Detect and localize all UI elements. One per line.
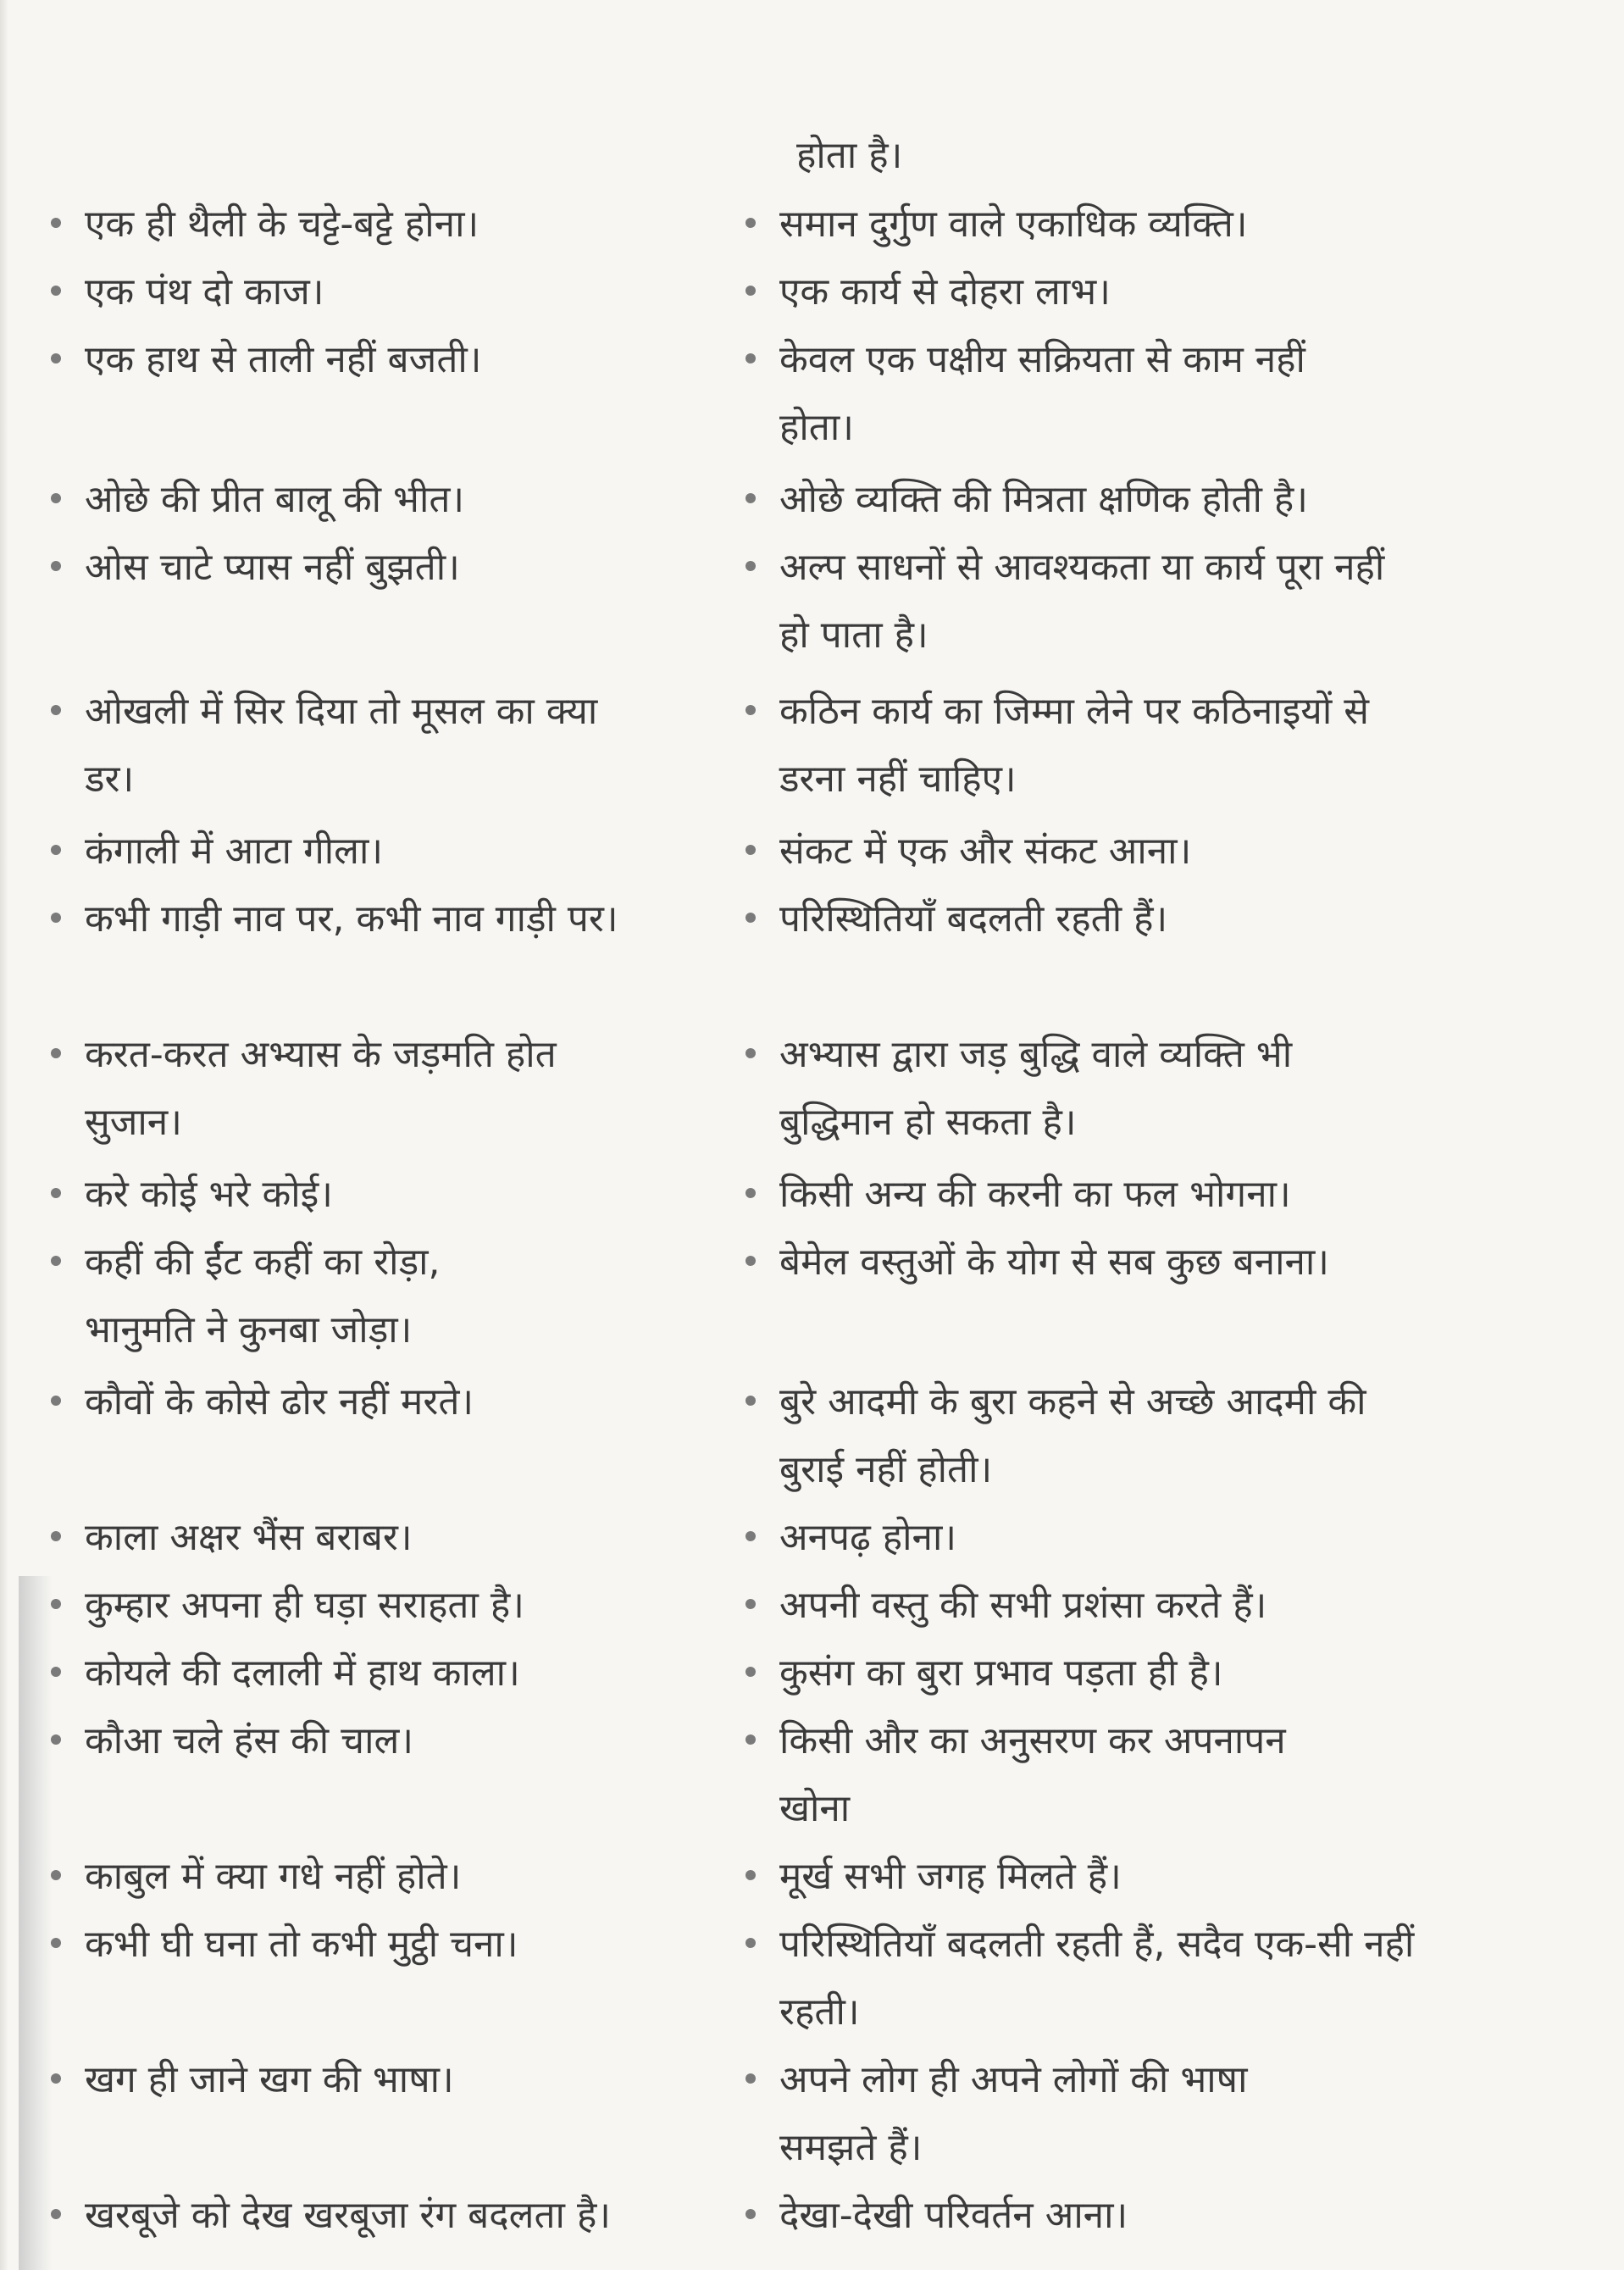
- idiom-cell: [51, 466, 712, 534]
- meaning-text: बेमेल वस्तुओं के योग से सब कुछ बनाना।: [779, 1240, 1329, 1284]
- idiom-text: काबुल में क्या गधे नहीं होते।: [85, 1855, 462, 1898]
- idiom-cell: [51, 2182, 712, 2250]
- idiom-cell: [51, 1572, 712, 1640]
- bullet-icon: [51, 218, 61, 228]
- bullet-icon: [51, 1048, 61, 1058]
- idiom-cell: [51, 885, 661, 953]
- bullet-icon: [745, 493, 756, 503]
- meaning-text: अपने लोग ही अपने लोगों की भाषा समझते हैं।: [779, 2058, 1248, 2169]
- meaning-cell: [745, 678, 1423, 813]
- bullet-icon: [51, 1870, 61, 1880]
- bullet-icon: [51, 913, 61, 923]
- meaning-cell: [745, 1161, 1474, 1229]
- page-edge-shadow: [0, 0, 8, 2270]
- bullet-icon: [745, 286, 756, 296]
- meaning-cell: [745, 534, 1406, 669]
- meaning-text: किसी और का अनुसरण कर अपनापन खोना: [779, 1719, 1286, 1830]
- bullet-icon: [745, 913, 756, 923]
- bullet-icon: [745, 1734, 756, 1745]
- bullet-icon: [51, 705, 61, 715]
- bullet-icon: [51, 1667, 61, 1677]
- meaning-cell: [745, 191, 1474, 258]
- idiom-cell: [51, 1640, 712, 1707]
- idiom-cell: [51, 1368, 712, 1436]
- idiom-text: कोयले की दलाली में हाथ काला।: [85, 1651, 520, 1695]
- idiom-cell: [51, 1843, 712, 1911]
- bullet-icon: [51, 286, 61, 296]
- meaning-text: केवल एक पक्षीय सक्रियता से काम नहीं होता।: [779, 338, 1305, 449]
- meaning-cell: [745, 2046, 1355, 2182]
- bullet-icon: [51, 493, 61, 503]
- idiom-cell: [51, 2046, 712, 2114]
- meaning-text: अल्प साधनों से आवश्यकता या कार्य पूरा नहीं हो पाता है।: [779, 546, 1385, 657]
- bullet-icon: [51, 1599, 61, 1609]
- idiom-text: कहीं की ईंट कहीं का रोड़ा, भानुमति ने कुनबा जोड़ा।: [85, 1240, 441, 1351]
- idiom-cell: [51, 326, 712, 394]
- idiom-cell: [51, 678, 644, 813]
- meaning-text: एक कार्य से दोहरा लाभ।: [779, 270, 1111, 314]
- bullet-icon: [745, 1188, 756, 1198]
- bullet-icon: [745, 1396, 756, 1406]
- idiom-text: कौआ चले हंस की चाल।: [85, 1719, 414, 1762]
- meaning-text: कठिन कार्य का जिम्मा लेने पर कठिनाइयों से डरना नहीं चाहिए।: [779, 690, 1369, 801]
- idiom-text: कौवों के कोसे ढोर नहीं मरते।: [85, 1380, 474, 1424]
- idiom-cell: [51, 534, 712, 602]
- meaning-text: समान दुर्गुण वाले एकाधिक व्यक्ति।: [779, 203, 1248, 246]
- meaning-text: परिस्थितियाँ बदलती रहती हैं, सदैव एक-सी नहीं रहती।: [779, 1923, 1415, 2034]
- bullet-icon: [745, 353, 756, 364]
- idiom-text: कुम्हार अपना ही घड़ा सराहता है।: [85, 1584, 524, 1627]
- idiom-cell: [51, 1911, 712, 1979]
- bullet-icon: [745, 1048, 756, 1058]
- idiom-cell: [51, 818, 712, 885]
- bullet-icon: [745, 1531, 756, 1541]
- meaning-text: अनपढ़ होना।: [779, 1516, 957, 1559]
- meaning-cell: [745, 1504, 1474, 1572]
- bullet-icon: [51, 1256, 61, 1266]
- bullet-icon: [51, 561, 61, 571]
- meaning-text: बुरे आदमी के बुरा कहने से अच्छे आदमी की बुराई नहीं होती।: [779, 1380, 1366, 1491]
- meaning-text: किसी अन्य की करनी का फल भोगना।: [779, 1173, 1291, 1216]
- bullet-icon: [745, 561, 756, 571]
- idiom-cell: [51, 191, 712, 258]
- idiom-cell: [51, 258, 712, 326]
- idiom-cell: [51, 1707, 712, 1775]
- bullet-icon: [51, 2209, 61, 2219]
- idiom-cell: [51, 1161, 712, 1229]
- bullet-icon: [51, 353, 61, 364]
- bullet-icon: [745, 1599, 756, 1609]
- meaning-text: देखा-देखी परिवर्तन आना।: [779, 2194, 1128, 2237]
- meaning-text: परिस्थितियाँ बदलती रहती हैं।: [779, 897, 1168, 941]
- meaning-cell: [745, 466, 1474, 534]
- meaning-text: संकट में एक और संकट आना।: [779, 830, 1192, 873]
- idiom-text: करत-करत अभ्यास के जड़मति होत सुजान।: [85, 1033, 557, 1144]
- bullet-icon: [745, 1870, 756, 1880]
- meaning-cell: [745, 1843, 1474, 1911]
- idiom-text: ओछे की प्रीत बालू की भीत।: [85, 478, 465, 521]
- meaning-cell: [745, 326, 1339, 462]
- meaning-cell: [745, 885, 1474, 953]
- meaning-cell: [745, 1911, 1440, 2046]
- meaning-cell: [745, 1021, 1389, 1157]
- bullet-icon: [745, 2073, 756, 2084]
- idiom-text: कंगाली में आटा गीला।: [85, 830, 384, 873]
- bullet-icon: [745, 218, 756, 228]
- meaning-text: ओछे व्यक्ति की मित्रता क्षणिक होती है।: [779, 478, 1308, 521]
- meaning-text: अभ्यास द्वारा जड़ बुद्धि वाले व्यक्ति भी बुद्धिमान हो सकता है।: [779, 1033, 1293, 1144]
- bullet-icon: [51, 2073, 61, 2084]
- idiom-cell: [51, 1504, 712, 1572]
- bullet-icon: [745, 1256, 756, 1266]
- bullet-icon: [745, 2209, 756, 2219]
- idiom-text: एक हाथ से ताली नहीं बजती।: [85, 338, 482, 381]
- idiom-cell: [51, 1021, 559, 1157]
- bullet-icon: [745, 1938, 756, 1948]
- meaning-cell: [745, 1572, 1474, 1640]
- idiom-text: कभी गाड़ी नाव पर, कभी नाव गाड़ी पर।: [85, 897, 618, 941]
- meaning-text: कुसंग का बुरा प्रभाव पड़ता ही है।: [779, 1651, 1223, 1695]
- binding-shadow: [19, 1576, 53, 2270]
- meaning-text: मूर्ख सभी जगह मिलते हैं।: [779, 1855, 1122, 1898]
- bullet-icon: [51, 1938, 61, 1948]
- idiom-text: कभी घी घना तो कभी मुट्ठी चना।: [85, 1923, 518, 1966]
- meaning-cell: [745, 1368, 1406, 1504]
- bullet-icon: [51, 1734, 61, 1745]
- idiom-text: एक ही थैली के चट्टे-बट्टे होना।: [85, 203, 479, 246]
- continuation-text: होता है।: [796, 134, 903, 177]
- bullet-icon: [745, 1667, 756, 1677]
- meaning-cell: [745, 2182, 1474, 2250]
- idiom-text: काला अक्षर भैंस बराबर।: [85, 1516, 413, 1559]
- bullet-icon: [745, 845, 756, 855]
- idiom-text: खरबूजे को देख खरबूजा रंग बदलता है।: [85, 2194, 611, 2237]
- bullet-icon: [745, 705, 756, 715]
- meaning-cell: [745, 1707, 1355, 1843]
- meaning-cell: [745, 818, 1474, 885]
- meaning-text: अपनी वस्तु की सभी प्रशंसा करते हैं।: [779, 1584, 1267, 1627]
- meaning-cell: [745, 1229, 1474, 1296]
- idiom-text: खग ही जाने खग की भाषा।: [85, 2058, 454, 2101]
- idiom-text: एक पंथ दो काज।: [85, 270, 324, 314]
- idiom-cell: [51, 1229, 559, 1364]
- bullet-icon: [51, 1396, 61, 1406]
- idiom-text: ओस चाटे प्यास नहीं बुझती।: [85, 546, 460, 589]
- bullet-icon: [51, 845, 61, 855]
- idiom-text: करे कोई भरे कोई।: [85, 1173, 333, 1216]
- meaning-cell: [745, 258, 1474, 326]
- bullet-icon: [51, 1531, 61, 1541]
- meaning-cell: [745, 1640, 1474, 1707]
- bullet-icon: [51, 1188, 61, 1198]
- idiom-text: ओखली में सिर दिया तो मूसल का क्या डर।: [85, 690, 598, 801]
